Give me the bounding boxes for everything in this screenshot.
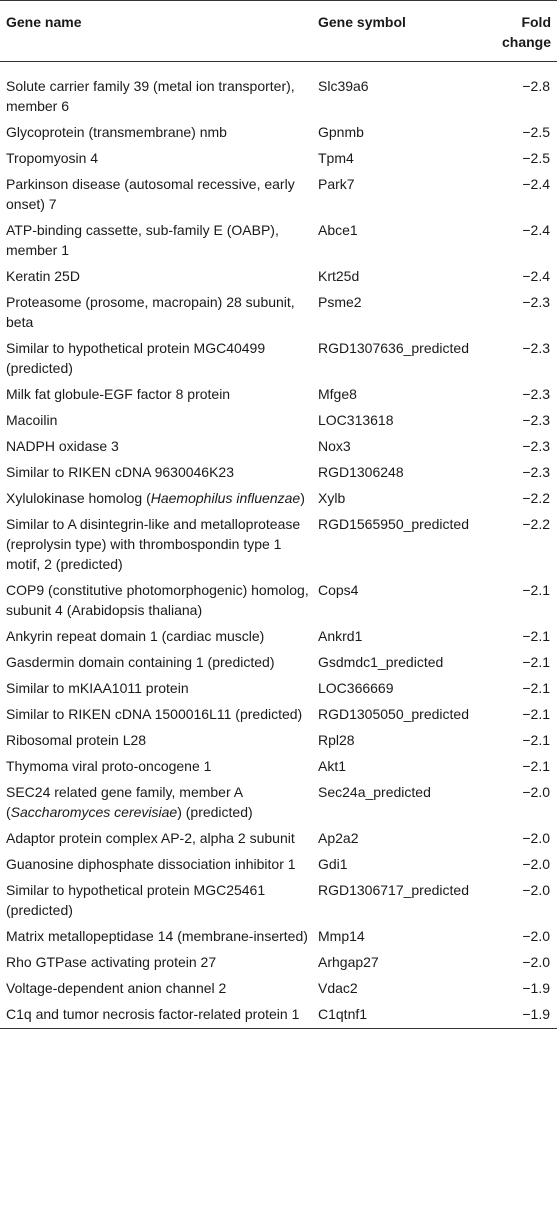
table-row xyxy=(0,512,557,578)
header-fold-change-line2: change xyxy=(501,34,551,50)
fold-change-cell: −2.0 xyxy=(522,784,550,800)
gene-name-part: Macoilin xyxy=(6,412,58,428)
gene-name-cell xyxy=(0,172,318,218)
gene-name-part: COP9 (constitutive photomorphogenic) homolog, subunit 4 (Arabidopsis thaliana) xyxy=(6,582,309,618)
fold-change-cell: −2.1 xyxy=(522,680,550,696)
gene-name-part: Solute carrier family 39 (metal ion transporter), member 6 xyxy=(6,78,295,114)
gene-symbol-cell: Rpl28 xyxy=(318,732,355,748)
gene-name-part: Adaptor protein complex AP-2, alpha 2 subunit xyxy=(6,830,295,846)
table-row xyxy=(0,852,557,878)
gene-name-cell xyxy=(0,650,318,676)
gene-name-part: ) (predicted) xyxy=(177,804,253,820)
table-row xyxy=(0,826,557,852)
gene-name-part: Keratin 25D xyxy=(6,268,80,284)
fold-change-cell: −2.5 xyxy=(522,124,550,140)
gene-symbol-cell: Tpm4 xyxy=(318,150,354,166)
gene-name-part: NADPH oxidase 3 xyxy=(6,438,119,454)
gene-name-part: Gasdermin domain containing 1 (predicted) xyxy=(6,654,275,670)
gene-name-part: Rho GTPase activating protein 27 xyxy=(6,954,217,970)
fold-change-cell: −2.0 xyxy=(522,856,550,872)
gene-name-cell xyxy=(0,826,318,852)
fold-change-cell: −2.4 xyxy=(522,176,550,192)
gene-name-part: Similar to RIKEN cDNA 9630046K23 xyxy=(6,464,234,480)
gene-symbol-cell: RGD1305050_predicted xyxy=(318,706,469,722)
gene-name-cell xyxy=(0,950,318,976)
gene-name-part: Parkinson disease (autosomal recessive, early onset) 7 xyxy=(6,176,295,212)
gene-name-part: Voltage-dependent anion channel 2 xyxy=(6,980,227,996)
gene-name-cell xyxy=(0,676,318,702)
gene-symbol-cell: Vdac2 xyxy=(318,980,358,996)
fold-change-cell: −2.1 xyxy=(522,732,550,748)
gene-name-cell xyxy=(0,924,318,950)
gene-name-cell xyxy=(0,578,318,624)
fold-change-cell: −2.8 xyxy=(522,78,550,94)
fold-change-cell: −1.9 xyxy=(522,1006,550,1022)
gene-name-part: Similar to mKIAA1011 protein xyxy=(6,680,189,696)
gene-name-cell xyxy=(0,120,318,146)
table-row xyxy=(0,408,557,434)
gene-name-part: Similar to hypothetical protein MGC40499 (predicted) xyxy=(6,340,266,376)
fold-change-cell: −2.3 xyxy=(522,438,550,454)
table-row xyxy=(0,780,557,826)
gene-symbol-cell: Slc39a6 xyxy=(318,78,369,94)
gene-name-part: ATP-binding cassette, sub-family E (OABP), member 1 xyxy=(6,222,279,258)
gene-name-cell xyxy=(0,852,318,878)
table-row xyxy=(0,460,557,486)
fold-change-cell: −2.1 xyxy=(522,706,550,722)
gene-name-cell xyxy=(0,1002,318,1029)
table-row xyxy=(0,950,557,976)
gene-symbol-cell: RGD1306717_predicted xyxy=(318,882,469,898)
table-row xyxy=(0,120,557,146)
table-header xyxy=(0,1,557,62)
table-row xyxy=(0,146,557,172)
fold-change-cell: −2.1 xyxy=(522,654,550,670)
table-row xyxy=(0,578,557,624)
table-row xyxy=(0,650,557,676)
gene-name-cell xyxy=(0,460,318,486)
gene-symbol-cell: RGD1306248 xyxy=(318,464,404,480)
gene-symbol-cell: Ankrd1 xyxy=(318,628,363,644)
gene-name-part: Ribosomal protein L28 xyxy=(6,732,147,748)
gene-symbol-cell: RGD1307636_predicted xyxy=(318,340,469,356)
table-row xyxy=(0,290,557,336)
gene-symbol-cell: Ap2a2 xyxy=(318,830,359,846)
table-row xyxy=(0,1002,557,1029)
gene-symbol-cell: Akt1 xyxy=(318,758,347,774)
gene-symbol-cell: Park7 xyxy=(318,176,355,192)
gene-name-cell xyxy=(0,486,318,512)
gene-symbol-cell: Mmp14 xyxy=(318,928,365,944)
gene-name-part: Milk fat globule-EGF factor 8 protein xyxy=(6,386,231,402)
gene-name-cell xyxy=(0,976,318,1002)
gene-name-cell xyxy=(0,290,318,336)
gene-name-cell xyxy=(0,624,318,650)
gene-symbol-cell: Psme2 xyxy=(318,294,362,310)
header-fold-change-line1: Fold xyxy=(521,14,551,30)
gene-name-cell xyxy=(0,728,318,754)
table-row xyxy=(0,754,557,780)
fold-change-cell: −2.0 xyxy=(522,882,550,898)
fold-change-cell: −2.3 xyxy=(522,294,550,310)
gene-name-part: Glycoprotein (transmembrane) nmb xyxy=(6,124,227,140)
gene-name-cell xyxy=(0,512,318,578)
gene-symbol-cell: Gpnmb xyxy=(318,124,364,140)
fold-change-cell: −2.2 xyxy=(522,516,550,532)
gene-symbol-cell: Mfge8 xyxy=(318,386,357,402)
table-row xyxy=(0,878,557,924)
gene-symbol-cell: Gdi1 xyxy=(318,856,348,872)
table-row xyxy=(0,976,557,1002)
gene-name-cell xyxy=(0,146,318,172)
fold-change-cell: −2.1 xyxy=(522,758,550,774)
table-row xyxy=(0,264,557,290)
fold-change-cell: −2.3 xyxy=(522,340,550,356)
gene-name-part: Matrix metallopeptidase 14 (membrane-inserted) xyxy=(6,928,308,944)
table-row xyxy=(0,624,557,650)
gene-symbol-cell: C1qtnf1 xyxy=(318,1006,368,1022)
gene-symbol-cell: Sec24a_predicted xyxy=(318,784,431,800)
fold-change-cell: −2.3 xyxy=(522,386,550,402)
fold-change-cell: −2.0 xyxy=(522,928,550,944)
gene-name-italic-part: Saccharomyces cerevisiae xyxy=(10,804,178,820)
table-row xyxy=(0,336,557,382)
fold-change-cell: −2.1 xyxy=(522,582,550,598)
gene-name-cell xyxy=(0,62,318,121)
gene-name-cell xyxy=(0,408,318,434)
gene-name-cell xyxy=(0,702,318,728)
gene-name-cell xyxy=(0,218,318,264)
gene-name-cell xyxy=(0,336,318,382)
header-row xyxy=(0,1,557,62)
header-gene-symbol: Gene symbol xyxy=(318,14,406,30)
gene-name-cell xyxy=(0,264,318,290)
fold-change-cell: −1.9 xyxy=(522,980,550,996)
table-row xyxy=(0,382,557,408)
fold-change-cell: −2.0 xyxy=(522,830,550,846)
fold-change-cell: −2.2 xyxy=(522,490,550,506)
gene-symbol-cell: LOC366669 xyxy=(318,680,394,696)
gene-name-part: Ankyrin repeat domain 1 (cardiac muscle) xyxy=(6,628,265,644)
table-row xyxy=(0,702,557,728)
fold-change-cell: −2.5 xyxy=(522,150,550,166)
gene-name-part: Guanosine diphosphate dissociation inhibitor 1 xyxy=(6,856,296,872)
table-row xyxy=(0,676,557,702)
table-row xyxy=(0,434,557,460)
gene-name-cell xyxy=(0,780,318,826)
gene-symbol-cell: Cops4 xyxy=(318,582,359,598)
gene-symbol-cell: Krt25d xyxy=(318,268,360,284)
gene-name-italic-part: Haemophilus influenzae xyxy=(150,490,301,506)
table-body xyxy=(0,62,557,1029)
fold-change-cell: −2.3 xyxy=(522,464,550,480)
gene-symbol-cell: Xylb xyxy=(318,490,346,506)
gene-name-part: ) xyxy=(300,490,305,506)
gene-name-part: C1q and tumor necrosis factor-related protein 1 xyxy=(6,1006,300,1022)
fold-change-cell: −2.0 xyxy=(522,954,550,970)
gene-name-part: Xylulokinase homolog ( xyxy=(6,490,151,506)
gene-symbol-cell: Arhgap27 xyxy=(318,954,379,970)
gene-symbol-cell: Nox3 xyxy=(318,438,351,454)
gene-name-part: Tropomyosin 4 xyxy=(6,150,99,166)
gene-symbol-cell: LOC313618 xyxy=(318,412,394,428)
table-row xyxy=(0,218,557,264)
table-row xyxy=(0,486,557,512)
gene-name-cell xyxy=(0,754,318,780)
fold-change-cell: −2.3 xyxy=(522,412,550,428)
gene-name-part: SEC24 related gene family, member A ( xyxy=(6,784,243,820)
fold-change-cell: −2.1 xyxy=(522,628,550,644)
gene-symbol-cell: RGD1565950_predicted xyxy=(318,516,469,532)
gene-symbol-cell: Gsdmdc1_predicted xyxy=(318,654,444,670)
table-row xyxy=(0,924,557,950)
gene-name-cell xyxy=(0,382,318,408)
header-fold-change xyxy=(488,1,557,62)
gene-name-part: Similar to hypothetical protein MGC25461 (predicted) xyxy=(6,882,266,918)
table-row xyxy=(0,62,557,121)
gene-name-part: Thymoma viral proto-oncogene 1 xyxy=(6,758,212,774)
table-row xyxy=(0,728,557,754)
gene-name-part: Similar to A disintegrin-like and metalloprotease (reprolysin type) with thrombospondin type 1 motif, 2 (predicted) xyxy=(6,516,301,572)
gene-name-part: Similar to RIKEN cDNA 1500016L11 (predicted) xyxy=(6,706,303,722)
header-gene-name: Gene name xyxy=(6,14,82,30)
gene-name-part: Proteasome (prosome, macropain) 28 subunit, beta xyxy=(6,294,295,330)
table-row xyxy=(0,172,557,218)
fold-change-cell: −2.4 xyxy=(522,222,550,238)
gene-symbol-cell: Abce1 xyxy=(318,222,358,238)
gene-name-cell xyxy=(0,434,318,460)
fold-change-cell: −2.4 xyxy=(522,268,550,284)
gene-name-cell xyxy=(0,878,318,924)
